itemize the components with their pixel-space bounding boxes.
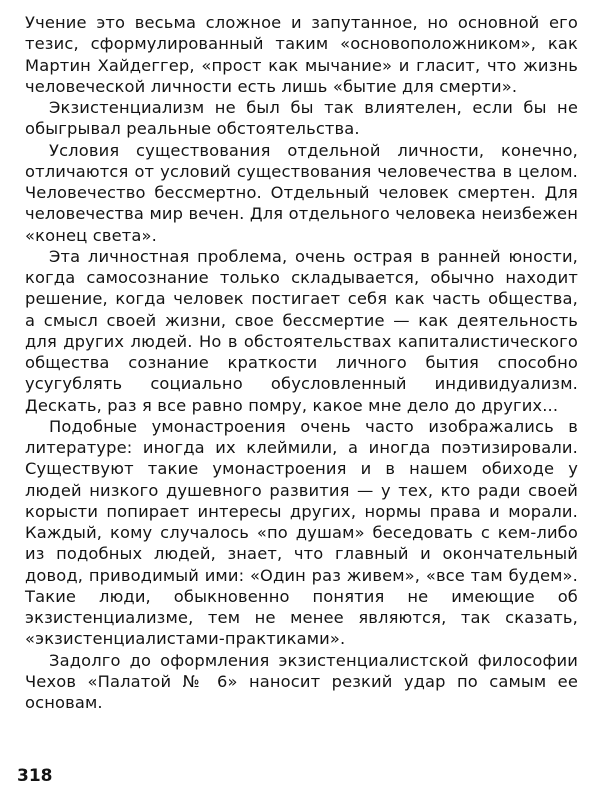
page-body <box>25 12 578 713</box>
page-number: 318 <box>17 766 53 786</box>
paragraph-conditions-of-existence: Условия существования отдельной личности, конечно, отличаются от условий существования человечества в целом. Человечество бессмертно. Отдельный человек смертен. Для человечества мир вечен. Для отдельного человека неизбежен «конец света». <box>25 140 578 245</box>
paragraph-existentialism-influence: Экзистенциализм не был бы так влиятелен, если бы не обыгрывал реальные обстоятельства. <box>25 98 578 139</box>
paragraph-moods-in-literature: Подобные умонастроения очень часто изображались в литературе: иногда их клеймили, а иногда поэтизировали. Существуют такие умонастроения и в нашем обиходе у людей низкого душевного развития — у тех, кто ради своей корысти попирает интересы других, нормы права и морали. Каждый, кому случалось «по душам» беседовать с кем-либо из подобных людей, знает, что главный и окончательный довод, приводимый ими: «Один раз живем», «все там будем». Такие люди, обыкновенно понятия не имеющие об экзистенциализме, тем не менее являются, так сказать, «экзистенциалистами-практиками». <box>25 416 578 649</box>
paragraph-personal-problem: Эта личностная проблема, очень острая в ранней юности, когда самосознание только складывается, обычно находит решение, когда человек постигает себя как часть общества, а смысл своей жизни, свое бессмертие — как деятельность для других людей. Но в обстоятельствах капиталистического общества сознание краткости личного бытия способно усугублять социально обусловленный индивидуализм. Дескать, раз я все равно помру, какое мне дело до других... <box>25 246 578 415</box>
paragraph-heidegger-thesis: Учение это весьма сложное и запутанное, но основной его тезис, сформулированный таким «основоположником», как Мартин Хайдеггер, «прост как мычание» и гласит, что жизнь человеческой личности есть лишь «бытие для смерти». <box>25 13 578 96</box>
paragraph-chekhov-ward-6: Задолго до оформления экзистенциалистской философии Чехов «Палатой № 6» наносит резкий удар по самым ее основам. <box>25 650 578 712</box>
